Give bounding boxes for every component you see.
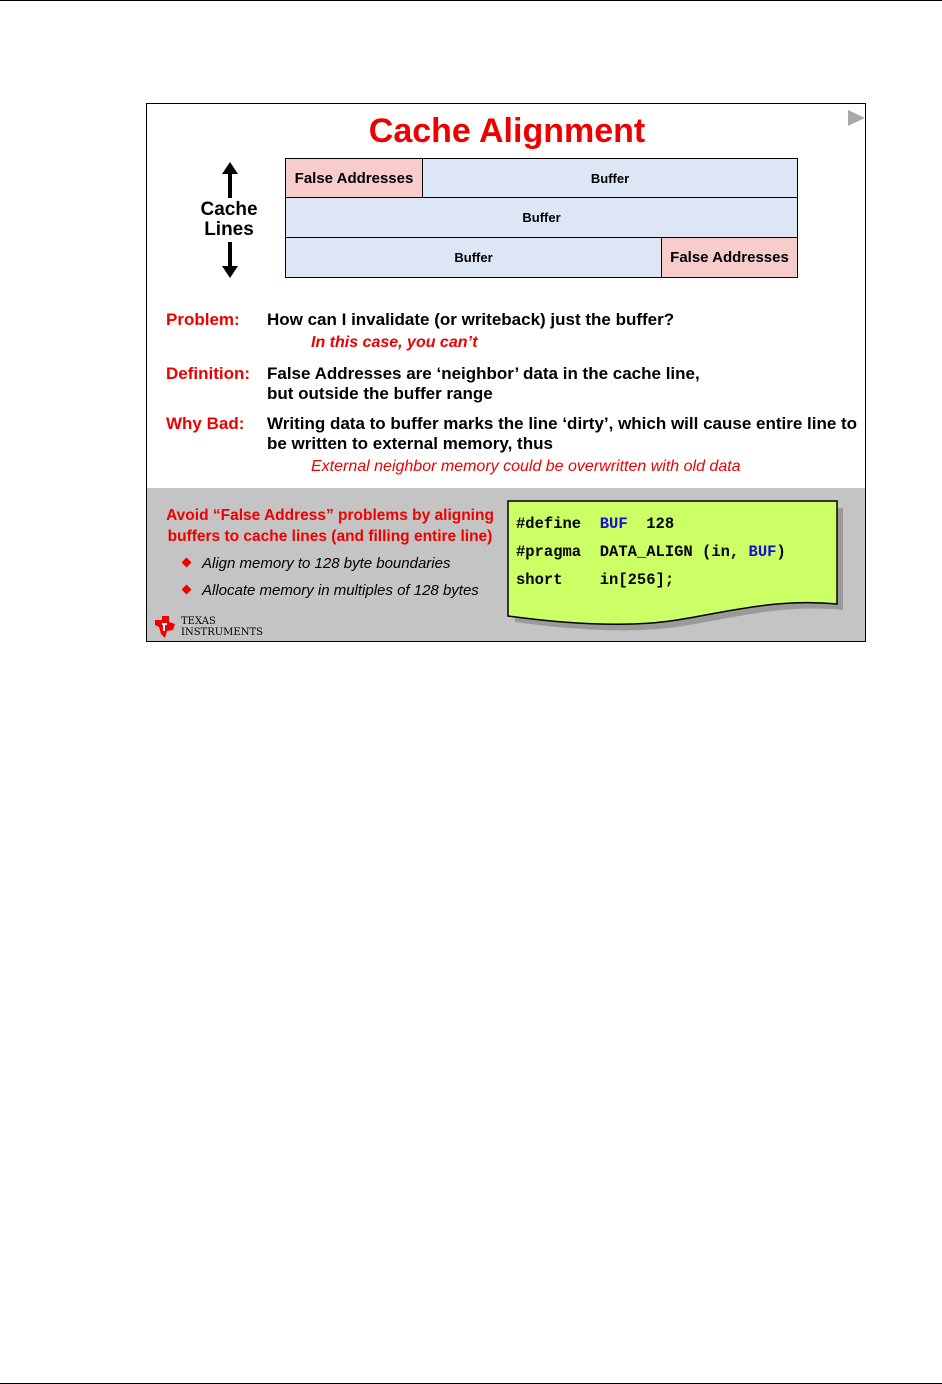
diamond-bullet-icon — [182, 585, 192, 595]
cache-line-diagram — [285, 158, 797, 278]
code-box — [507, 500, 843, 632]
avoid-line1: Avoid “False Address” problems by aligning — [166, 507, 494, 524]
next-slide-arrow-icon[interactable] — [848, 110, 865, 126]
slide — [146, 103, 866, 642]
page-top-rule — [0, 0, 942, 1]
code-listing — [516, 510, 786, 594]
definition-line1: False Addresses are ‘neighbor’ data in the cache line, — [267, 364, 700, 383]
cache-lines-label-line2: Lines — [204, 219, 254, 240]
why-bad-label: Why Bad: — [166, 414, 245, 433]
definition-label: Definition: — [166, 364, 251, 383]
cache-lines-label — [189, 200, 269, 240]
why-bad-line1: Writing data to buffer marks the line ‘dirty’, which will cause entire line to — [267, 414, 858, 433]
buffer-cell: Buffer — [285, 237, 662, 278]
why-bad-line2: be written to external memory, thus — [267, 434, 553, 453]
why-bad-note: External neighbor memory could be overwritten with old data — [311, 458, 741, 475]
problem-note: In this case, you can’t — [311, 334, 478, 351]
ti-logo — [153, 612, 273, 642]
false-addresses-cell: False Addresses — [285, 158, 423, 198]
slide-footer — [147, 488, 866, 642]
ti-logo-text — [181, 616, 263, 638]
definition-line2: but outside the buffer range — [267, 384, 493, 403]
list-item — [183, 555, 450, 572]
ti-logo-line2: INSTRUMENTS — [181, 627, 263, 638]
problem-label: Problem: — [166, 310, 240, 329]
avoid-heading — [165, 505, 495, 547]
definition-text — [267, 364, 700, 404]
code-line-short: short in[256]; — [516, 571, 675, 589]
buffer-cell: Buffer — [422, 158, 798, 198]
bullet-text: Allocate memory in multiples of 128 bytes — [202, 582, 479, 599]
false-addresses-cell: False Addresses — [661, 237, 798, 278]
ti-logo-line1: TEXAS — [181, 616, 216, 627]
slide-title: Cache Alignment — [368, 112, 646, 150]
list-item — [183, 582, 479, 599]
problem-text: How can I invalidate (or writeback) just the buffer? — [267, 310, 675, 329]
cache-lines-label-line1: Cache — [200, 199, 258, 220]
buffer-cell: Buffer — [285, 197, 798, 238]
diamond-bullet-icon — [182, 558, 192, 568]
code-line-pragma: #pragma DATA_ALIGN (in, BUF) — [516, 543, 786, 561]
arrow-down-icon — [221, 242, 239, 278]
why-bad-text — [267, 414, 857, 454]
bullet-text: Align memory to 128 byte boundaries — [202, 555, 451, 572]
avoid-line2: buffers to cache lines (and filling entire line) — [167, 528, 493, 545]
code-line-define: #define BUF 128 — [516, 515, 675, 533]
arrow-up-icon — [221, 162, 239, 198]
ti-logo-icon — [153, 614, 177, 640]
